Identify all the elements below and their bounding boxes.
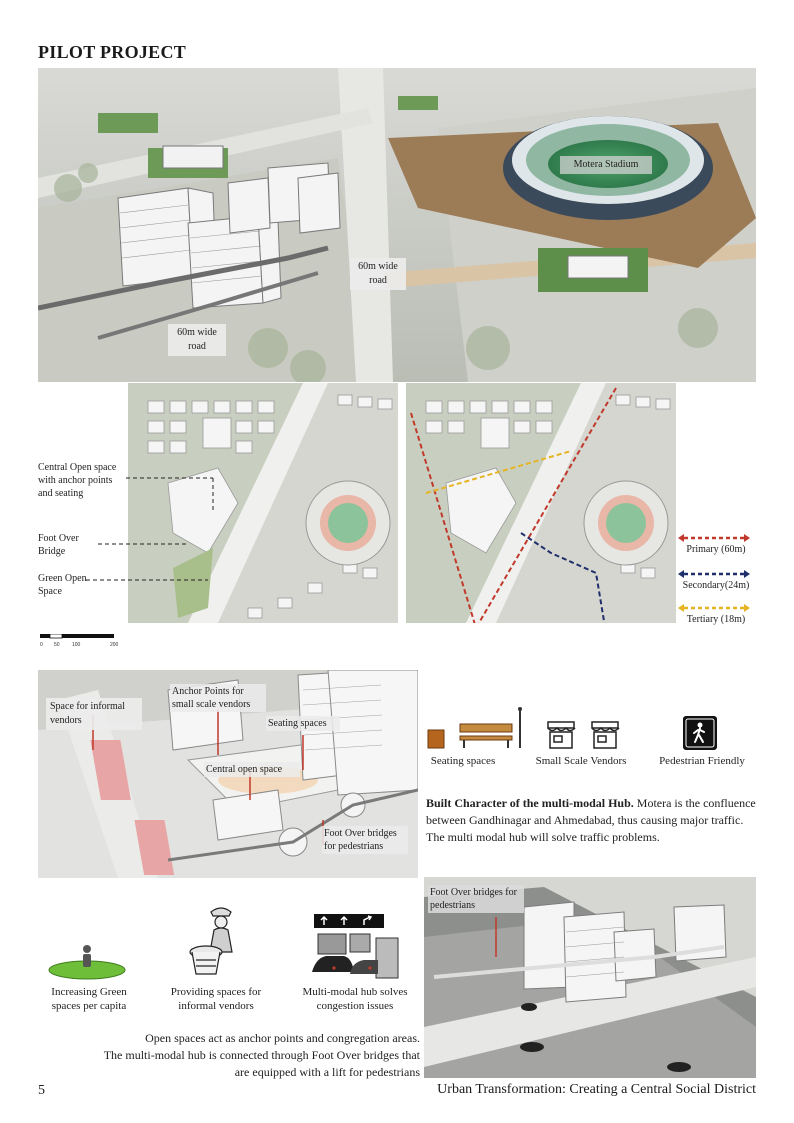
summary-line: The multi-modal hub is connected through Foot Over bridges that <box>103 1048 420 1062</box>
scale-tick: 50 <box>54 642 60 648</box>
road-label-left: 60m wide road <box>168 324 226 356</box>
informal-vendors-label: Space for informal vendors <box>46 698 142 730</box>
hub-description <box>426 795 758 846</box>
seating-spaces-label: Seating spaces <box>266 716 340 731</box>
shop-icon <box>546 718 626 750</box>
vendor-icon <box>186 904 246 980</box>
pedestrian-icon <box>683 716 717 750</box>
seating-spaces-caption: Seating spaces <box>430 755 496 767</box>
hub-description-heading: Built Character of the multi-modal Hub. <box>426 796 634 810</box>
scale-tick: 200 <box>110 642 119 648</box>
road-legend <box>678 532 754 632</box>
green-open-space-label: Green Open Space <box>38 573 87 597</box>
foot-over-bridges-label: Foot Over bridges for pedestrians <box>322 826 408 854</box>
legend-secondary: Secondary(24m) <box>682 580 750 591</box>
scale-tick: 100 <box>72 642 81 648</box>
page-number: 5 <box>38 1083 45 1098</box>
hub-description-body: Motera is the confluence between Gandhinagar and Ahmedabad, thus causing major traffic. The multi modal hub will solve traffic problems. <box>426 796 756 844</box>
small-scale-vendors-caption: Small Scale Vendors <box>535 755 627 767</box>
green-person-icon <box>46 940 128 980</box>
summary-text <box>30 1030 420 1081</box>
footer-title: Urban Transformation: Creating a Central Social District <box>437 1082 756 1097</box>
central-open-space-label: Central Open space with anchor points and seating <box>38 462 117 499</box>
bench-icon <box>426 706 526 750</box>
stadium-label: Motera Stadium <box>560 156 652 174</box>
traffic-icon <box>310 912 400 982</box>
road-label-center: 60m wide road <box>350 258 406 290</box>
summary-line: Open spaces act as anchor points and congregation areas. <box>145 1031 420 1045</box>
central-open-space-3d-label: Central open space <box>204 762 300 777</box>
informal-vendors-caption: Providing spaces for informal vendors <box>170 986 262 1012</box>
aerial-render <box>38 68 756 382</box>
foot-over-bridge-label: Foot Over Bridge <box>38 533 79 557</box>
anchor-points-label: Anchor Points for small scale vendors <box>170 684 266 712</box>
legend-primary: Primary (60m) <box>686 544 746 555</box>
summary-line: are equipped with a lift for pedestrians <box>234 1065 420 1079</box>
green-spaces-caption: Increasing Green spaces per capita <box>51 986 127 1012</box>
congestion-caption: Multi-modal hub solves congestion issues <box>302 986 408 1012</box>
bridge-view-label: Foot Over bridges for pedestrians <box>428 885 524 913</box>
page-title: PILOT PROJECT <box>38 42 187 62</box>
pedestrian-friendly-caption: Pedestrian Friendly <box>659 755 745 767</box>
road-network-map <box>406 383 676 623</box>
bridge-3d-view <box>424 877 756 1078</box>
hub-3d-view <box>38 670 418 878</box>
legend-tertiary: Tertiary (18m) <box>686 614 746 625</box>
scale-tick: 0 <box>40 642 43 648</box>
